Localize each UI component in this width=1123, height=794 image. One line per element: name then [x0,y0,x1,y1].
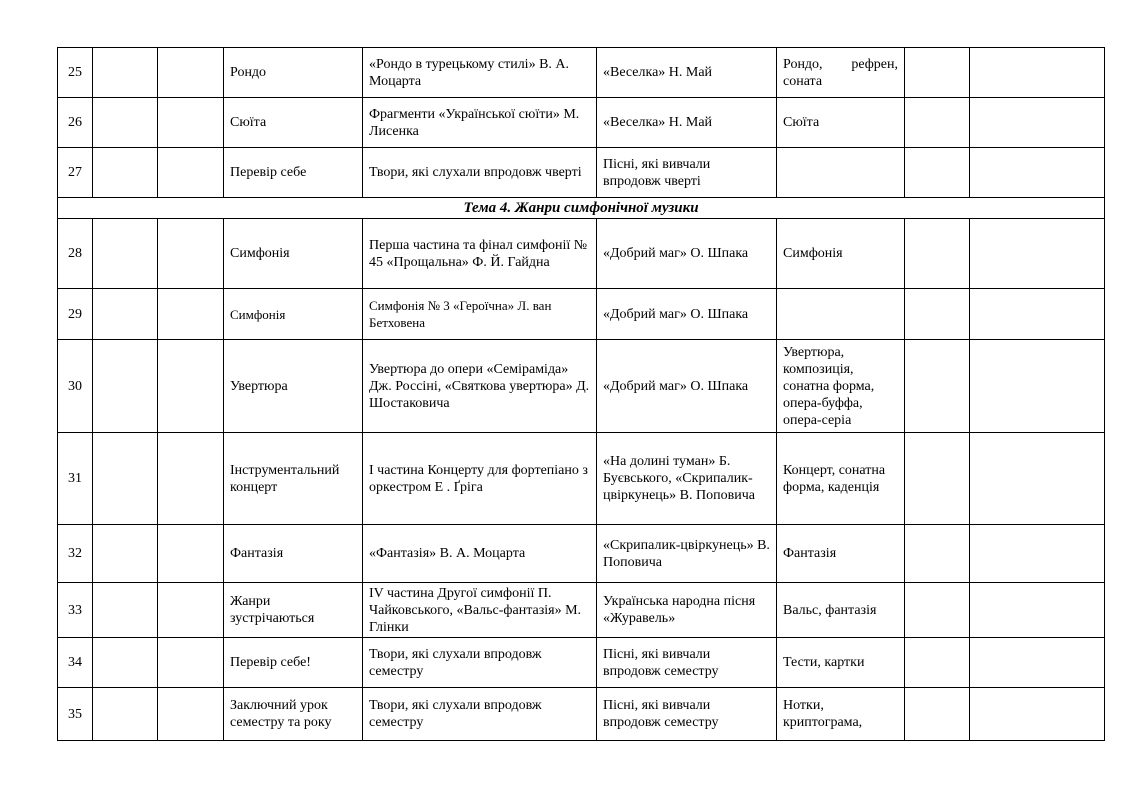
lesson-title: Сюїта [224,98,363,148]
date-cell [158,525,224,583]
listening-works: «Рондо в турецькому стилі» В. А. Моцарта [363,48,597,98]
key-terms: Нотки, криптограма, [777,688,905,741]
date-cell [158,148,224,198]
key-terms-line: Рондо, рефрен, [783,56,898,72]
empty-cell [970,219,1105,289]
topic-row [58,198,1105,219]
date-cell [93,98,158,148]
empty-cell [905,148,970,198]
key-terms: Вальс, фантазія [777,583,905,638]
lesson-number: 35 [58,688,93,741]
song-repertoire: Українська народна пісня «Журавель» [597,583,777,638]
lesson-number: 33 [58,583,93,638]
lesson-title: Перевір себе [224,148,363,198]
lesson-number: 29 [58,289,93,340]
song-repertoire: «Добрий маг» О. Шпака [597,219,777,289]
empty-cell [970,525,1105,583]
song-repertoire: «Веселка» Н. Май [597,98,777,148]
date-cell [93,433,158,525]
empty-cell [905,98,970,148]
empty-cell [970,583,1105,638]
listening-works: Перша частина та фінал симфонії № 45 «Прощальна» Ф. Й. Гайдна [363,219,597,289]
date-cell [158,688,224,741]
song-repertoire: Пісні, які вивчали впродовж семестру [597,638,777,688]
empty-cell [970,688,1105,741]
key-terms: Фантазія [777,525,905,583]
empty-cell [970,98,1105,148]
empty-cell [905,525,970,583]
topic-heading: Тема 4. Жанри симфонічної музики [58,198,1105,219]
date-cell [158,638,224,688]
table-row [58,583,1105,638]
date-cell [93,638,158,688]
listening-works: Увертюра до опери «Семіраміда» Дж. Россіні, «Святкова увертюра» Д. Шостаковича [363,340,597,433]
table-row [58,219,1105,289]
lesson-title: Перевір себе! [224,638,363,688]
table-row [58,148,1105,198]
empty-cell [970,340,1105,433]
empty-cell [970,289,1105,340]
empty-cell [905,219,970,289]
song-repertoire: «На долині туман» Б. Буєвського, «Скрипалик-цвіркунець» В. Поповича [597,433,777,525]
lesson-title: Увертюра [224,340,363,433]
empty-cell [905,48,970,98]
lesson-number: 34 [58,638,93,688]
listening-works: Твори, які слухали впродовж чверті [363,148,597,198]
table-row [58,289,1105,340]
date-cell [93,525,158,583]
empty-cell [905,433,970,525]
song-repertoire: Пісні, які вивчали впродовж чверті [597,148,777,198]
listening-works: IV частина Другої симфонії П. Чайковського, «Вальс-фантазія» М. Глінки [363,583,597,638]
song-repertoire: «Веселка» Н. Май [597,48,777,98]
date-cell [93,48,158,98]
date-cell [93,148,158,198]
key-terms: Тести, картки [777,638,905,688]
date-cell [158,583,224,638]
listening-works: Твори, які слухали впродовж семестру [363,688,597,741]
empty-cell [970,638,1105,688]
lesson-title: Симфонія [224,289,363,340]
lesson-number: 27 [58,148,93,198]
key-terms [777,148,905,198]
table-row [58,638,1105,688]
song-repertoire: Пісні, які вивчали впродовж семестру [597,688,777,741]
listening-works: «Фантазія» В. А. Моцарта [363,525,597,583]
empty-cell [905,289,970,340]
lesson-number: 30 [58,340,93,433]
lesson-plan-table [57,47,1105,741]
table-row [58,48,1105,98]
listening-works: І частина Концерту для фортепіано з оркестром Е . Ґріга [363,433,597,525]
date-cell [93,583,158,638]
lesson-title: Жанри зустрічаються [224,583,363,638]
date-cell [158,433,224,525]
date-cell [158,340,224,433]
song-repertoire: «Добрий маг» О. Шпака [597,289,777,340]
date-cell [158,219,224,289]
empty-cell [905,688,970,741]
date-cell [93,289,158,340]
table-row [58,433,1105,525]
date-cell [158,289,224,340]
lesson-number: 31 [58,433,93,525]
empty-cell [970,148,1105,198]
key-terms [777,289,905,340]
key-terms: Увертюра, композиція, сонатна форма, опера-буффа, опера-серіа [777,340,905,433]
date-cell [93,219,158,289]
listening-works: Симфонія № 3 «Героїчна» Л. ван Бетховена [363,289,597,340]
empty-cell [905,638,970,688]
key-terms-line: соната [783,73,823,89]
lesson-number: 28 [58,219,93,289]
date-cell [93,688,158,741]
listening-works: Твори, які слухали впродовж семестру [363,638,597,688]
empty-cell [905,583,970,638]
key-terms: Концерт, сонатна форма, каденція [777,433,905,525]
empty-cell [970,433,1105,525]
lesson-title: Рондо [224,48,363,98]
table-row [58,340,1105,433]
lesson-title: Симфонія [224,219,363,289]
table-row [58,525,1105,583]
lesson-title: Заключний урок семестру та року [224,688,363,741]
lesson-title: Інструментальний концерт [224,433,363,525]
lesson-number: 26 [58,98,93,148]
date-cell [158,48,224,98]
table-row [58,688,1105,741]
song-repertoire: «Скрипалик-цвіркунець» В. Поповича [597,525,777,583]
date-cell [93,340,158,433]
lesson-number: 25 [58,48,93,98]
lesson-title: Фантазія [224,525,363,583]
empty-cell [905,340,970,433]
listening-works: Фрагменти «Української сюїти» М. Лисенка [363,98,597,148]
date-cell [158,98,224,148]
key-terms: Симфонія [777,219,905,289]
key-terms: Сюїта [777,98,905,148]
empty-cell [970,48,1105,98]
lesson-number: 32 [58,525,93,583]
table-row [58,98,1105,148]
key-terms [777,48,905,98]
song-repertoire: «Добрий маг» О. Шпака [597,340,777,433]
